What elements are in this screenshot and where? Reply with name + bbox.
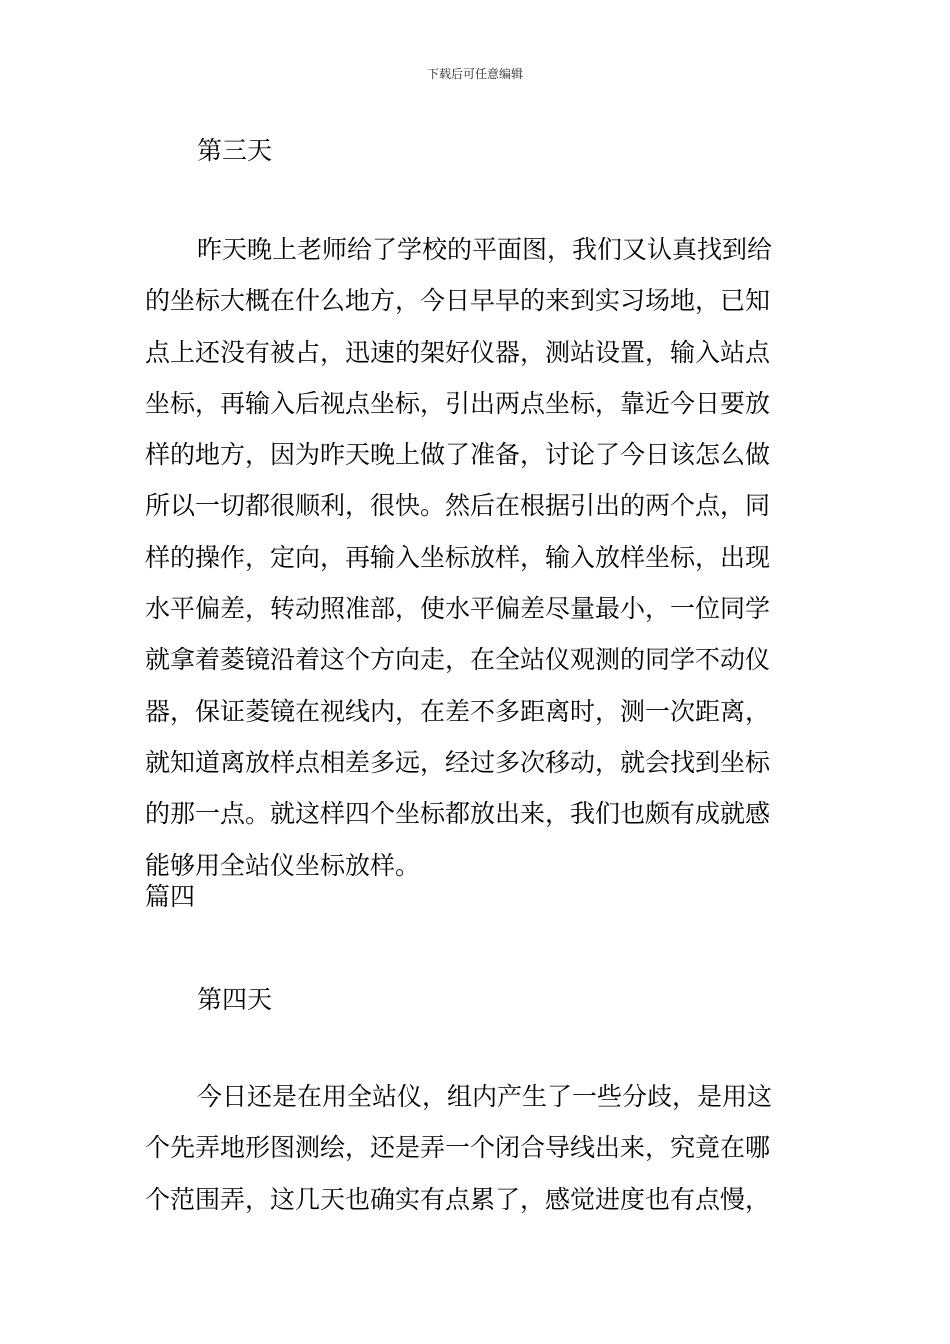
text-line: 样的操作，定向，再输入坐标放样，输入放样坐标，出现 [145, 542, 771, 572]
text-line: 能够用全站仪坐标放样。 [145, 850, 421, 880]
text-line: 的那一点。就这样四个坐标都放出来，我们也颇有成就感 [145, 799, 771, 829]
page-header-note: 下载后可任意编辑 [426, 67, 523, 81]
paragraph-day3 [145, 224, 815, 891]
text-line: 坐标，再输入后视点坐标，引出两点坐标，靠近今日要放 [145, 388, 771, 418]
text-line: 个先弄地形图测绘，还是弄一个闭合导线出来，究竟在哪 [145, 1133, 771, 1163]
text-line: 器，保证菱镜在视线内，在差不多距离时，测一次距离， [145, 696, 771, 726]
paragraph-day4 [145, 1071, 815, 1225]
text-line: 个范围弄，这几天也确实有点累了，感觉进度也有点慢， [145, 1184, 771, 1214]
part-label: 篇四 [145, 882, 196, 911]
text-line: 点上还没有被占，迅速的架好仪器，测站设置，输入站点 [145, 337, 771, 367]
section-heading-day4: 第四天 [197, 985, 273, 1014]
text-line: 就知道离放样点相差多远，经过多次移动，就会找到坐标 [145, 747, 771, 777]
text-line: 的坐标大概在什么地方，今日早早的来到实习场地，已知 [145, 286, 771, 316]
text-line: 样的地方，因为昨天晚上做了准备，讨论了今日该怎么做 [145, 440, 771, 470]
text-line: 就拿着菱镜沿着这个方向走，在全站仪观测的同学不动仪 [145, 645, 771, 675]
text-line: 今日还是在用全站仪，组内产生了一些分歧，是用这 [197, 1082, 773, 1111]
text-line: 水平偏差，转动照准部，使水平偏差尽量最小，一位同学 [145, 594, 771, 624]
text-line: 所以一切都很顺利，很快。然后在根据引出的两个点，同 [145, 491, 771, 521]
section-heading-day3: 第三天 [197, 136, 273, 165]
text-line: 昨天晚上老师给了学校的平面图，我们又认真找到给 [197, 235, 773, 264]
